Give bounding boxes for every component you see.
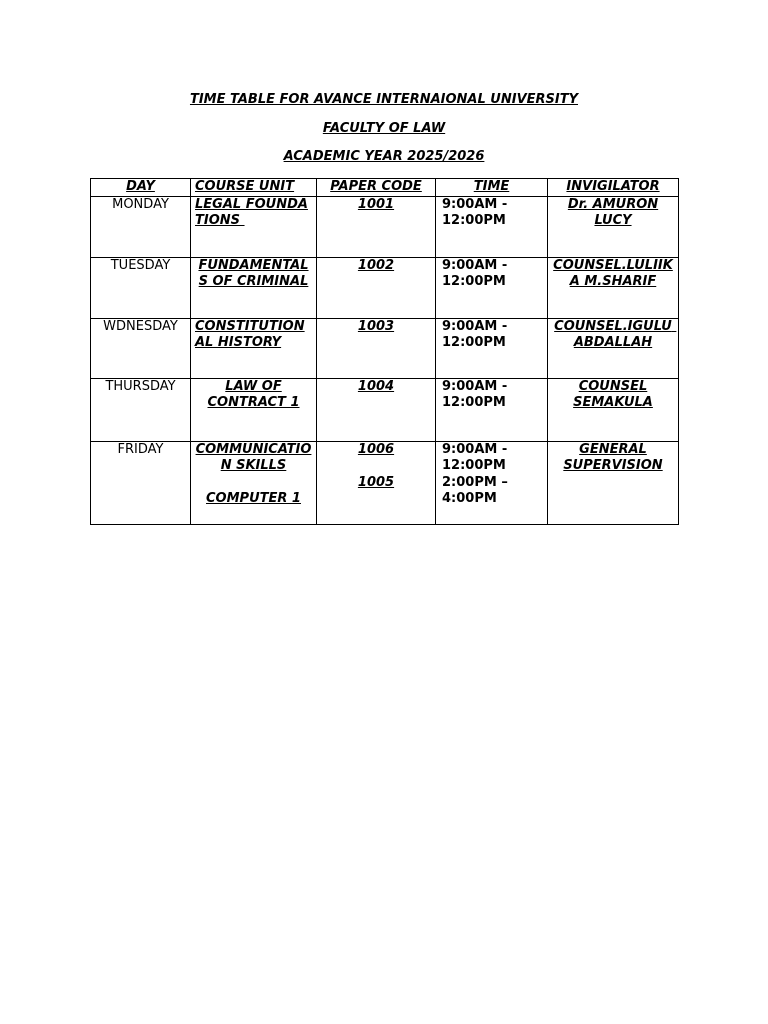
column-header-invigilator: INVIGILATOR xyxy=(548,179,679,197)
time-primary: 9:00AM - 12:00PM xyxy=(442,441,508,473)
table-row xyxy=(91,378,679,441)
course-unit-cell: FUNDAMENTALS OF CRIMINAL xyxy=(191,257,317,318)
document-title: TIME TABLE FOR AVANCE INTERNAIONAL UNIVERSITY xyxy=(189,92,579,107)
time-cell xyxy=(436,441,548,524)
time-cell: 9:00AM - 12:00PM xyxy=(436,318,548,378)
course-unit-cell: CONSTITUTIONAL HISTORY xyxy=(191,318,317,378)
day-cell: WDNESDAY xyxy=(91,318,191,378)
time-cell: 9:00AM - 12:00PM xyxy=(436,257,548,318)
timetable xyxy=(90,178,679,525)
paper-code-cell xyxy=(317,441,436,524)
invigilator-cell: COUNSEL.IGULU ABDALLAH xyxy=(548,318,679,378)
course-unit-cell: LEGAL FOUNDATIONS xyxy=(191,196,317,257)
academic-year-heading: ACADEMIC YEAR 2025/2026 xyxy=(283,149,485,164)
table-row xyxy=(91,441,679,524)
table-header-row xyxy=(91,179,679,197)
day-cell: FRIDAY xyxy=(91,441,191,524)
day-cell: THURSDAY xyxy=(91,378,191,441)
invigilator-cell: COUNSEL SEMAKULA xyxy=(548,378,679,441)
column-header-time: TIME xyxy=(436,179,548,197)
column-header-day: DAY xyxy=(91,179,191,197)
table-row xyxy=(91,257,679,318)
time-cell: 9:00AM - 12:00PM xyxy=(436,196,548,257)
paper-code-cell: 1004 xyxy=(317,378,436,441)
time-secondary: 2:00PM – 4:00PM xyxy=(442,474,508,506)
invigilator-cell: Dr. AMURON LUCY xyxy=(548,196,679,257)
invigilator-cell: COUNSEL.LULIIKA M.SHARIF xyxy=(548,257,679,318)
paper-code-primary: 1006 xyxy=(357,441,395,457)
time-cell: 9:00AM - 12:00PM xyxy=(436,378,548,441)
table-row xyxy=(91,318,679,378)
course-unit-secondary: COMPUTER 1 xyxy=(206,491,301,506)
faculty-heading: FACULTY OF LAW xyxy=(322,121,446,136)
paper-code-cell: 1003 xyxy=(317,318,436,378)
table-row xyxy=(91,196,679,257)
course-unit-cell: LAW OF CONTRACT 1 xyxy=(191,378,317,441)
course-unit-primary: COMMUNICATION SKILLS xyxy=(195,441,312,473)
day-cell: TUESDAY xyxy=(91,257,191,318)
day-cell: MONDAY xyxy=(91,196,191,257)
course-unit-cell xyxy=(191,441,317,524)
column-header-course-unit: COURSE UNIT xyxy=(191,179,317,197)
paper-code-cell: 1002 xyxy=(317,257,436,318)
invigilator-cell: GENERAL SUPERVISION xyxy=(548,441,679,524)
paper-code-secondary: 1005 xyxy=(357,474,395,490)
column-header-paper-code: PAPER CODE xyxy=(317,179,436,197)
paper-code-cell: 1001 xyxy=(317,196,436,257)
